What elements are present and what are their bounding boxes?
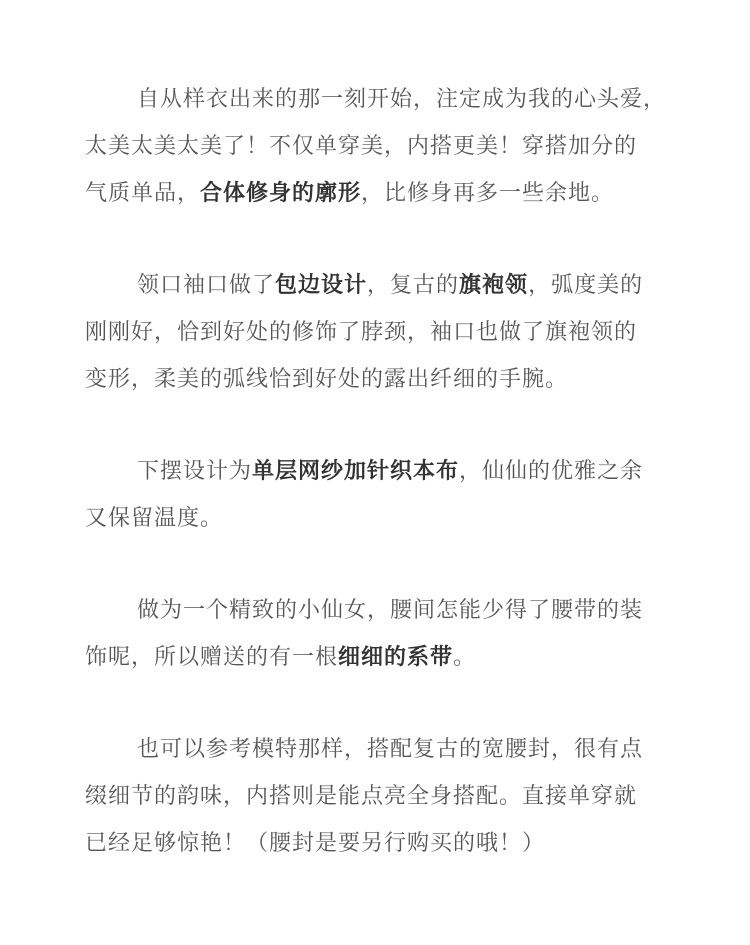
- text-run: 刚刚好，恰到好处的修饰了脖颈，袖口也做了旗袍领的: [85, 320, 638, 345]
- text-run: ，弧度美的: [528, 273, 644, 298]
- text-run: 缀细节的韵味，内搭则是能点亮全身搭配。直接单穿就: [85, 784, 638, 809]
- text-run: 下摆设计为: [137, 459, 253, 484]
- text-run: 做为一个精致的小仙女，腰间怎能少得了腰带的装: [137, 598, 644, 623]
- paragraph-1: [85, 76, 695, 217]
- paragraph-2: [85, 262, 695, 403]
- text-run: 太美太美太美了！不仅单穿美，内搭更美！穿搭加分的: [85, 134, 638, 159]
- paragraph-3: [85, 448, 695, 542]
- bold-phrase: 包边设计: [275, 273, 368, 298]
- text-run: 领口袖口做了: [137, 273, 276, 298]
- text-run: 变形，柔美的弧线恰到好处的露出纤细的手腕。: [85, 367, 569, 392]
- product-description: [85, 76, 695, 912]
- text-run: ，仙仙的优雅之余: [459, 459, 644, 484]
- text-run: 。: [453, 645, 477, 670]
- paragraph-4: [85, 587, 695, 681]
- text-run: 饰呢，所以赠送的有一根: [85, 645, 339, 670]
- text-run: ，复古的: [367, 273, 460, 298]
- bold-phrase: 单层网纱加针织本布: [252, 459, 460, 484]
- text-run: 已经足够惊艳！（腰封是要另行购买的哦！）: [85, 831, 546, 856]
- text-run: 自从样衣出来的那一刻开始，注定成为我的心头爱，: [137, 87, 667, 112]
- paragraph-5: [85, 726, 695, 867]
- bold-phrase: 合体修身的廓形: [200, 181, 362, 206]
- text-run: 又保留温度。: [85, 506, 224, 531]
- bold-phrase: 细细的系带: [338, 645, 454, 670]
- bold-phrase: 旗袍领: [459, 273, 529, 298]
- text-run: 气质单品，: [85, 181, 201, 206]
- text-run: 也可以参考模特那样，搭配复古的宽腰封，很有点: [137, 737, 644, 762]
- text-run: ，比修身再多一些余地。: [361, 181, 615, 206]
